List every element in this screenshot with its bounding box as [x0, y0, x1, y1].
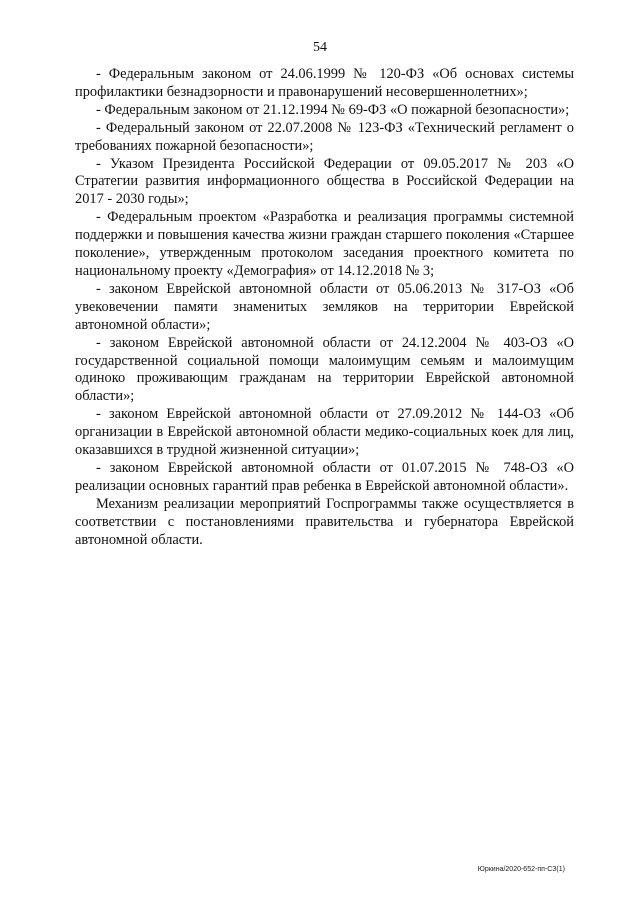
- page-number: 54: [313, 40, 327, 55]
- paragraph-law-120fz: - Федеральным законом от 24.06.1999 № 120-ФЗ «Об основах системы профилактики безнадзорности и правонарушений несовершеннолетних»;: [75, 66, 574, 100]
- paragraph-law-317oz: - законом Еврейской автономной области от 05.06.2013 № 317-ОЗ «Об увековечении памяти знаменитых земляков на территории Еврейской автономной области»;: [75, 280, 574, 333]
- paragraph-law-123fz: - Федеральный законом от 22.07.2008 № 123-ФЗ «Технический регламент о требованиях пожарной безопасности»;: [75, 119, 574, 154]
- document-body: [75, 66, 574, 549]
- paragraph-decree-203: - Указом Президента Российской Федерации от 09.05.2017 № 203 «О Стратегии развития информационного общества в Российской Федерации на 2017 - 2030 годы»;: [75, 155, 574, 208]
- footer-code: Юркина/2020-652-пп-СЗ(1): [477, 866, 565, 873]
- paragraph-law-748oz: - законом Еврейской автономной области от 01.07.2015 № 748-ОЗ «О реализации основных гарантий прав ребенка в Еврейской автономной области».: [75, 459, 574, 494]
- paragraph-federal-project: - Федеральным проектом «Разработка и реализация программы системной поддержки и повышения качества жизни граждан старшего поколения «Старшее поколение», утвержденным протоколом заседания проектного комитета по национальному проекту «Демография» от 14.12.2018 № 3;: [75, 209, 574, 279]
- paragraph-law-403oz: - законом Еврейской автономной области от 24.12.2004 № 403-ОЗ «О государственной социальной помощи малоимущим семьям и малоимущим одиноко проживающим гражданам на территории Еврейской автономной области»;: [75, 334, 574, 405]
- paragraph-law-144oz: - законом Еврейской автономной области от 27.09.2012 № 144-ОЗ «Об организации в Еврейской автономной области медико-социальных коек для лиц, оказавшихся в трудной жизненной ситуации»;: [75, 406, 574, 459]
- paragraph-law-69fz: - Федеральным законом от 21.12.1994 № 69-ФЗ «О пожарной безопасности»;: [96, 101, 570, 118]
- paragraph-mechanism: Механизм реализации мероприятий Госпрограммы также осуществляется в соответствии с постановлениями правительства и губернатора Еврейской автономной области.: [75, 495, 574, 548]
